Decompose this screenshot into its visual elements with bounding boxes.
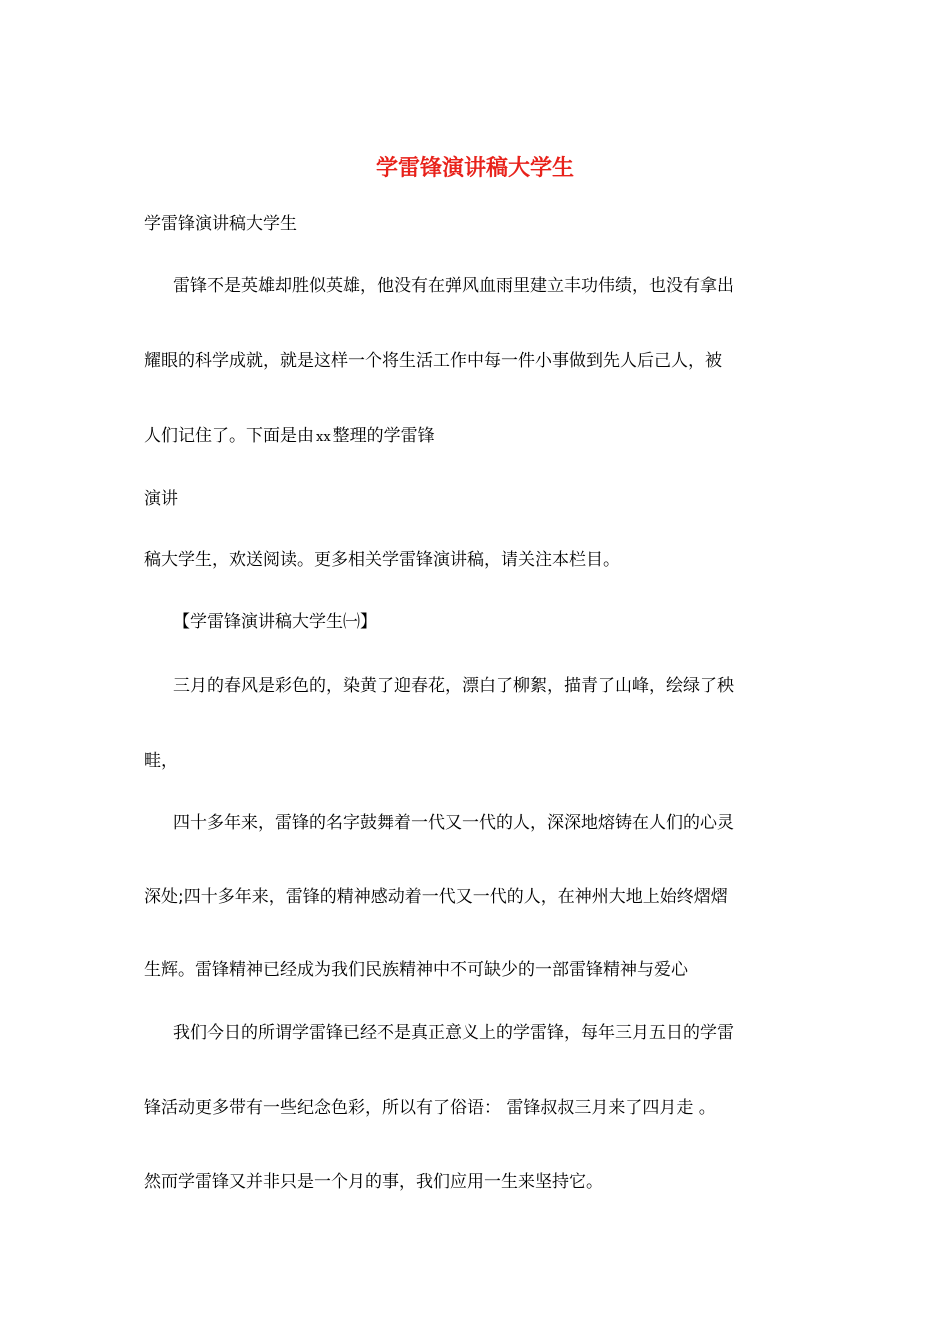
paragraph-line: 深处;四十多年来，雷锋的精神感动着一代又一代的人，在神州大地上始终熠熠 [144, 887, 728, 907]
text-segment: 人们记住了。下面是由 [144, 426, 314, 446]
paragraph-line: 然而学雷锋又并非只是一个月的事，我们应用一生来坚持它。 [144, 1172, 603, 1192]
paragraph-line: 畦， [144, 751, 178, 771]
subtitle-line: 学雷锋演讲稿大学生 [144, 214, 297, 234]
paragraph-line: 耀眼的科学成就，就是这样一个将生活工作中每一件小事做到先人后己人，被 [144, 351, 722, 371]
paragraph-line: 演讲 [144, 489, 178, 509]
document-title: 学雷锋演讲稿大学生 [375, 155, 574, 181]
paragraph-line: 我们今日的所谓学雷锋已经不是真正意义上的学雷锋，每年三月五日的学雷 [173, 1023, 734, 1043]
text-segment-xx: xx [316, 430, 331, 445]
paragraph-line: 四十多年来，雷锋的名字鼓舞着一代又一代的人，深深地熔铸在人们的心灵 [173, 813, 734, 833]
paragraph-line: 稿大学生，欢送阅读。更多相关学雷锋演讲稿，请关注本栏目。 [144, 550, 620, 570]
paragraph-line: 雷锋不是英雄却胜似英雄，他没有在弹风血雨里建立丰功伟绩，也没有拿出 [173, 276, 734, 296]
paragraph-line: 生辉。雷锋精神已经成为我们民族精神中不可缺少的一部雷锋精神与爱心 [144, 960, 688, 980]
paragraph-line: 锋活动更多带有一些纪念色彩，所以有了俗语： 雷锋叔叔三月来了四月走 。 [144, 1098, 716, 1118]
paragraph-line: 三月的春风是彩色的，染黄了迎春花，漂白了柳絮，描青了山峰，绘绿了秧 [173, 676, 734, 696]
text-segment: 整理的学雷锋 [332, 426, 435, 446]
paragraph-line [144, 424, 435, 450]
section-heading: 【学雷锋演讲稿大学生㈠】 [173, 612, 377, 632]
